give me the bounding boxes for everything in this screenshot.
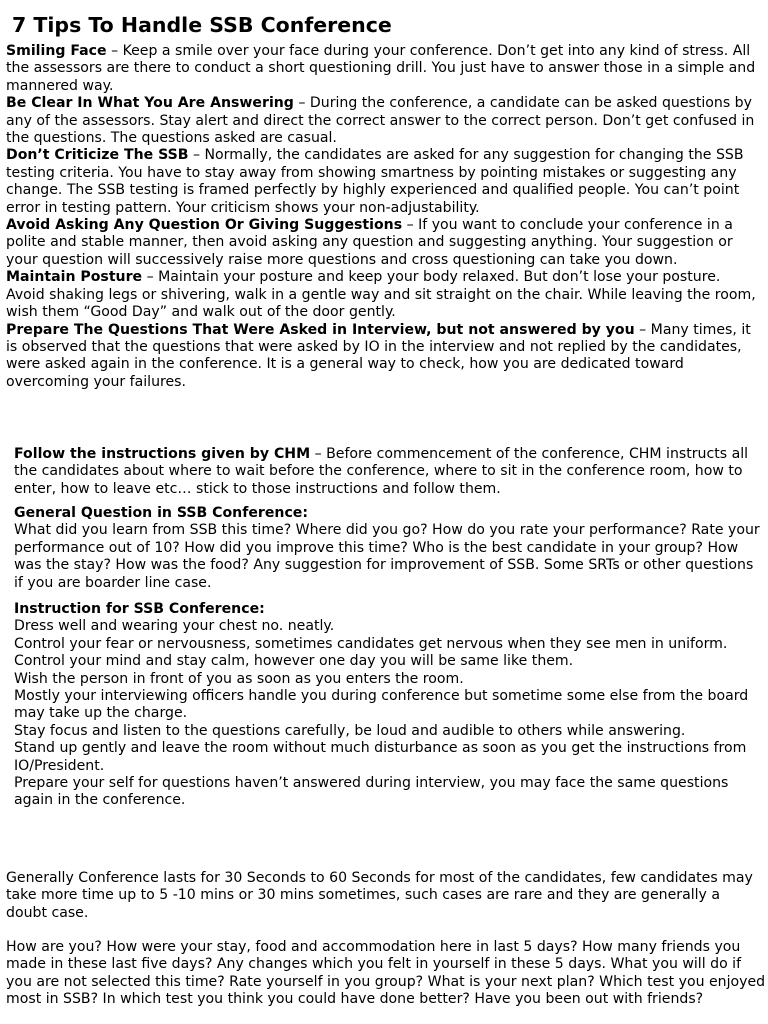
tip-title: Maintain Posture xyxy=(6,269,143,286)
instruction-item: Prepare your self for questions haven’t answered during interview, you may face the same questions again in the conference. xyxy=(14,775,729,809)
tip-title: Avoid Asking Any Question Or Giving Suggestions xyxy=(6,217,403,234)
tip-title: Smiling Face xyxy=(6,43,107,59)
tip-avoid-asking xyxy=(6,217,762,269)
sample-questions-paragraph: How are you? How were your stay, food and accommodation here in last 5 days? How many friends you made in these last five days? Any changes which you felt in yourself in these 5 days. What you will do if you are not selected this time? Rate yourself in you group? What is your next plan? Which test you enjoyed most in SSB? In which test you think you could have done better? Have you been out with friends? xyxy=(6,939,766,1008)
tip-text: – Maintain your posture and keep your body relaxed. But don’t lose your posture. Avoid shaking legs or shivering, walk in a gentle way and sit straight on the chair. While leaving the room, wish them “Good Day” and walk out of the door gently. xyxy=(6,269,756,321)
instruction-item: Dress well and wearing your chest no. neatly. xyxy=(14,618,335,635)
instruction-item: Stand up gently and leave the room without much disturbance as soon as you get the instructions from IO/President. xyxy=(14,740,747,774)
tip-be-clear xyxy=(6,95,762,147)
tip-text: – During the conference, a candidate can be asked questions by any of the assessors. Stay alert and direct the correct answer to the correct person. Don’t get confused in the questions. The questions asked are casual. xyxy=(6,95,755,147)
instruction-item: Stay focus and listen to the questions carefully, be loud and audible to others while answering. xyxy=(14,722,686,739)
instruction-item: Mostly your interviewing officers handle you during conference but sometime some else from the board may take up the charge. xyxy=(14,688,749,722)
tip-title: Prepare The Questions That Were Asked in Interview, but not answered by you xyxy=(6,321,635,338)
tip-dont-criticize xyxy=(6,147,762,217)
general-question-section xyxy=(14,505,762,592)
instruction-item: Control your fear or nervousness, sometimes candidates get nervous when they see men in uniform. xyxy=(14,635,728,652)
general-question-text: What did you learn from SSB this time? Where did you go? How do you rate your performance? Rate your performance out of 10? How did you improve this time? Who is the best candidate in your group? How was the stay? How was the food? Any suggestion for improvement of SSB. Some SRTs or other questions if you are boarder line case. xyxy=(14,522,760,591)
chm-title: Follow the instructions given by CHM xyxy=(14,446,311,462)
chm-paragraph xyxy=(14,446,762,498)
tip-title: Don’t Criticize The SSB xyxy=(6,147,189,164)
tip-text: – If you want to conclude your conference in a polite and stable manner, then avoid asking any question and suggesting anything. Your suggestion or your question will successively raise more questions and cross questioning can take you down. xyxy=(6,217,733,268)
tip-text: – Many times, it is observed that the questions that were asked by IO in the interview and not replied by the candidates, were asked again in the conference. It is a general way to check, how you are dedicated toward overcoming your failures. xyxy=(6,321,751,390)
instruction-section xyxy=(14,601,762,810)
tip-maintain-posture xyxy=(6,269,762,321)
instruction-list xyxy=(14,618,762,809)
instruction-heading: Instruction for SSB Conference: xyxy=(14,601,265,617)
chm-text: – Before commencement of the conference, CHM instructs all the candidates about where to wait before the conference, where to sit in the conference room, how to enter, how to leave etc… stick to those instructions and follow them. xyxy=(14,446,749,497)
tip-title: Be Clear In What You Are Answering xyxy=(6,95,294,112)
tip-text: – Keep a smile over your face during your conference. Don’t get into any kind of stress. All the assessors are there to conduct a short questioning drill. You just have to answer those in a simple and mannered way. xyxy=(6,43,756,94)
tip-text: – Normally, the candidates are asked for any suggestion for changing the SSB testing criteria. You have to stay away from showing smartness by pointing mistakes or suggesting any change. The SSB testing is framed perfectly by highly experienced and qualified people. You can’t point error in testing pattern. Your criticism shows your non-adjustability. xyxy=(6,147,744,216)
tip-prepare-questions xyxy=(6,322,762,392)
instruction-item: Control your mind and stay calm, however one day you will be same like them. xyxy=(14,653,574,670)
general-question-heading: General Question in SSB Conference: xyxy=(14,505,309,521)
page-title: 7 Tips To Handle SSB Conference xyxy=(12,13,392,37)
tip-smiling-face xyxy=(6,43,762,95)
duration-paragraph: Generally Conference lasts for 30 Seconds to 60 Seconds for most of the candidates, few candidates may take more time up to 5 -10 mins or 30 mins sometimes, such cases are rare and they are generally a doubt case. xyxy=(6,870,753,921)
tips-section xyxy=(6,43,762,391)
instruction-item: Wish the person in front of you as soon as you enters the room. xyxy=(14,670,464,687)
chm-section xyxy=(14,446,762,498)
